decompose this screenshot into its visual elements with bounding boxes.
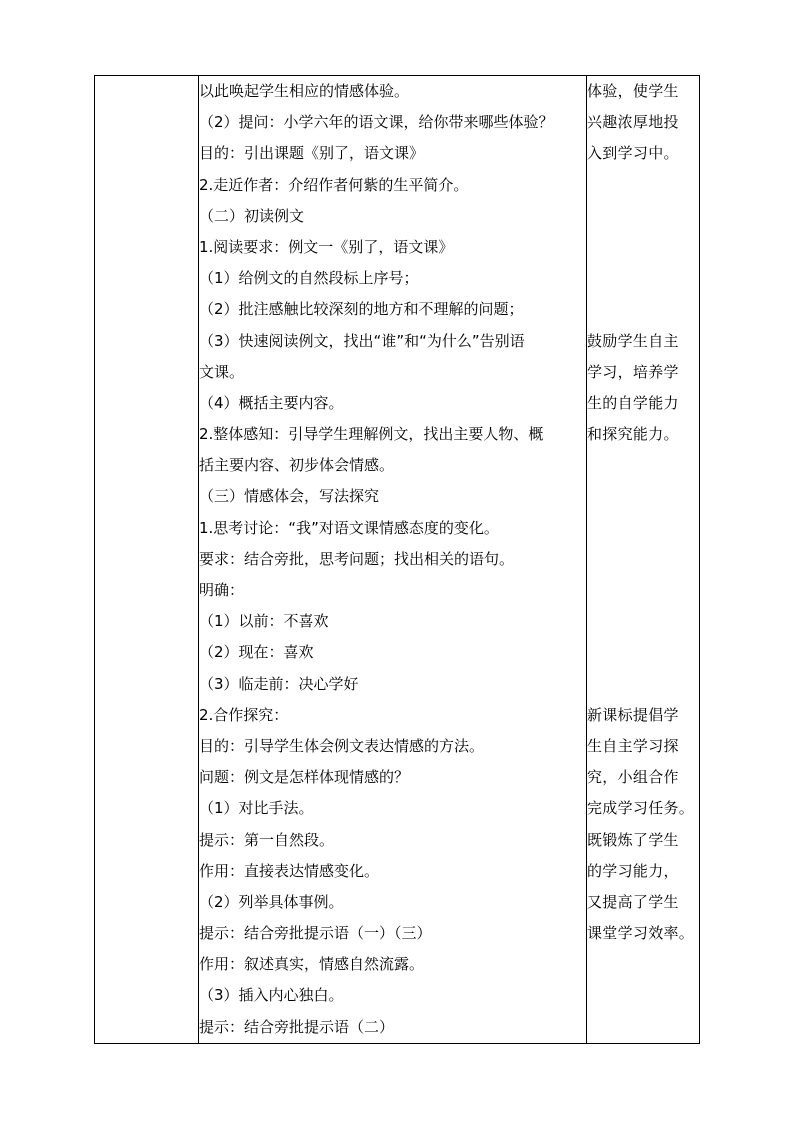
text-line: 要求：结合旁批，思考问题；找出相关的语句。 <box>199 549 515 568</box>
text-line: （3）插入内心独白。 <box>199 986 344 1005</box>
text-line: 2.整体感知：引导学生理解例文，找出主要人物、概 <box>199 425 544 444</box>
note-line: 新课标提倡学 <box>587 705 679 724</box>
note-line: 既锻炼了学生 <box>587 830 679 849</box>
text-line: （1）对比手法。 <box>199 799 314 818</box>
text-line: （2）批注感触比较深刻的地方和不理解的问题； <box>199 300 524 319</box>
teaching-process-cell <box>199 76 587 1044</box>
text-line: 目的：引导学生体会例文表达情感的方法。 <box>199 736 485 755</box>
design-intent-cell <box>587 76 700 1044</box>
note-line: 生自主学习探 <box>587 736 679 755</box>
text-line: 1.阅读要求：例文一《别了，语文课》 <box>199 237 454 256</box>
note-line: 兴趣浓厚地投 <box>587 113 679 132</box>
text-line: 提示：结合旁批提示语（一）（三） <box>199 924 432 943</box>
note-line: 课堂学习效率。 <box>587 924 695 943</box>
table-row <box>95 76 700 1044</box>
note-line: 和探究能力。 <box>587 425 679 444</box>
text-line: 作用：叙述真实，情感自然流露。 <box>199 955 425 974</box>
text-line: 1.思考讨论：“我”对语文课情感态度的变化。 <box>199 518 499 537</box>
text-line: 提示：结合旁批提示语（二） <box>199 1017 395 1036</box>
note-line: 入到学习中。 <box>587 144 679 163</box>
text-line: 2.走近作者：介绍作者何紫的生平简介。 <box>199 175 469 194</box>
note-line: 究，小组合作 <box>587 768 679 787</box>
text-line: 目的：引出课题《别了，语文课》 <box>199 144 425 163</box>
text-line: 以此唤起学生相应的情感体验。 <box>199 82 410 100</box>
text-line: 括主要内容、初步体会情感。 <box>199 456 395 475</box>
note-line: 完成学习任务。 <box>587 799 695 818</box>
text-line: （二）初读例文 <box>199 206 305 225</box>
text-line: （2）现在：喜欢 <box>199 643 314 662</box>
design-intent-note-3 <box>587 700 699 950</box>
teaching-process-text <box>199 76 586 1043</box>
text-line: （3）快速阅读例文，找出“谁”和“为什么”告别语 <box>199 331 525 350</box>
design-intent-note-1 <box>587 76 699 170</box>
blank-cell <box>95 76 199 1044</box>
text-line: 文课。 <box>199 362 245 381</box>
text-line: （2）提问：小学六年的语文课，给你带来哪些体验？ <box>199 113 554 132</box>
note-line: 又提高了学生 <box>587 892 679 911</box>
design-intent-note-2 <box>587 326 699 451</box>
text-line: （1）以前：不喜欢 <box>199 612 329 631</box>
text-line: （3）临走前：决心学好 <box>199 674 359 693</box>
text-line: （4）概括主要内容。 <box>199 393 344 412</box>
text-line: 作用：直接表达情感变化。 <box>199 861 380 880</box>
text-line: （三）情感体会，写法探究 <box>199 487 380 506</box>
text-line: 提示：第一自然段。 <box>199 830 335 849</box>
note-line: 鼓励学生自主 <box>587 331 679 350</box>
note-line: 的学习能力， <box>587 861 679 880</box>
text-line: 问题：例文是怎样体现情感的？ <box>199 768 410 787</box>
text-line: （2）列举具体事例。 <box>199 892 344 911</box>
text-line: 明确： <box>199 581 245 599</box>
lesson-plan-table <box>94 75 700 1044</box>
text-line: 2.合作探究： <box>199 705 289 724</box>
note-line: 体验，使学生 <box>587 82 679 100</box>
text-line: （1）给例文的自然段标上序号； <box>199 269 419 288</box>
note-line: 生的自学能力 <box>587 393 679 412</box>
note-line: 学习，培养学 <box>587 362 679 381</box>
